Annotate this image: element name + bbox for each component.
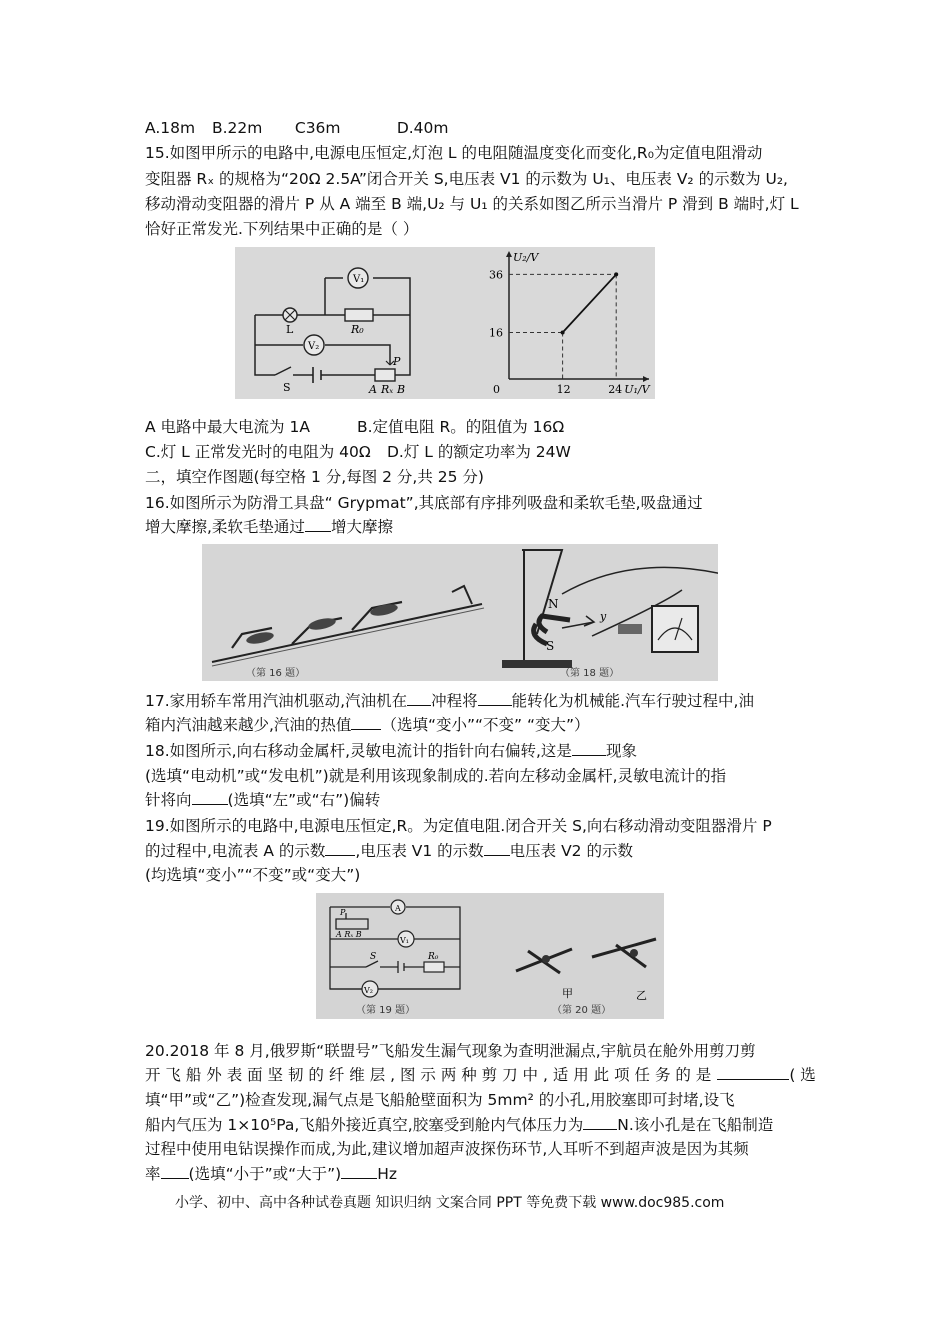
q18-line-2: (选填“电动机”或“发电机”)就是利用该现象制成的.若向左移动金属杆,灵敏电流计的指 (145, 767, 727, 785)
q14-option-d: D.40m (396, 119, 449, 137)
q19-blank-1 (325, 841, 355, 856)
q14-option-b: B.22m (211, 119, 263, 137)
q20-text-i: (选填“小于”或“大于”) (188, 1165, 342, 1183)
q19-line-2 (145, 840, 633, 862)
fig20-caption: （第 20 题） (552, 1005, 612, 1016)
q19-text-c: 电压表 V2 的示数 (509, 842, 633, 860)
q20-text-f: N.该小孔是在飞船制造 (617, 1116, 774, 1134)
q19-line-3: (均选填“变小”“不变”或“变大”) (145, 866, 361, 884)
q19-line-1: 19.如图所示的电路中,电源电压恒定,R。为定值电阻.闭合开关 S,向右移动滑动变阻器滑片 P (145, 817, 772, 835)
q19-text-b: ,电压表 V1 的示数 (355, 842, 484, 860)
q15-option-c: C.灯 L 正常发光时的电阻为 40Ω (145, 443, 371, 461)
q15-option-b: B.定值电阻 R。的阻值为 16Ω (357, 418, 565, 436)
q18-text-b: 现象 (605, 742, 637, 760)
fig19-s-label: S (370, 952, 377, 962)
q18-blank-1 (572, 741, 606, 756)
series-line (563, 274, 617, 332)
p-label: P (393, 355, 401, 368)
x-axis-arrow (643, 376, 649, 382)
q17-text-a: 17.家用轿车常用汽油机驱动,汽油机在 (145, 692, 408, 710)
b-label: B (397, 383, 406, 396)
q20-text-c: ( 选 (789, 1066, 816, 1084)
q15-option-d: D.灯 L 的额定功率为 24W (387, 443, 571, 461)
rx-label: Rₓ (381, 383, 394, 396)
q17-text-c: 能转化为机械能.汽车行驶过程中,油 (511, 692, 754, 710)
fig18-n-label: N (548, 597, 559, 611)
q14-option-a: A.18m (145, 119, 196, 137)
y-tick-label: 36 (489, 268, 503, 282)
q15-options-cd (145, 441, 571, 463)
fig19-fig20-panel (316, 893, 664, 1019)
q16-line-1: 16.如图所示为防滑工具盘“ Grypmat”,其底部有序排列吸盘和柔软毛垫,吸盘通过 (145, 494, 703, 512)
data-point (561, 331, 565, 335)
q14-option-c: C36m (294, 119, 341, 137)
q16-text-b: 增大摩擦 (330, 518, 393, 536)
q20-line-5: 过程中使用电钻误操作而成,为此,建议增加超声波探伤环节,人耳听不到超声波是因为其频 (145, 1140, 749, 1158)
fig19-arxb-label: A Rₓ B (336, 930, 362, 939)
fig16-fig18-panel (202, 544, 718, 681)
y-axis-arrow (506, 251, 512, 257)
footer-text: 小学、初中、高中各种试卷真题 知识归纳 文案合同 PPT 等免费下载 www.doc985.com (175, 1195, 725, 1211)
q18-text-a: 18.如图所示,向右移动金属杆,灵敏电流计的指针向右偏转,这是 (145, 742, 572, 760)
q20-line-4 (145, 1114, 773, 1136)
q16-blank (305, 517, 331, 532)
q15-line-4: 恰好正常发光.下列结果中正确的是（ ） (145, 220, 419, 238)
fig18-s-label: S (546, 639, 555, 653)
data-point (614, 272, 618, 276)
q17-line-2 (145, 714, 590, 736)
fig19-v2-label: V₂ (364, 986, 373, 995)
q17-text-d: 箱内汽油越来越少,汽油的热值 (145, 716, 352, 734)
q15-options-ab (145, 416, 564, 438)
q14-options (145, 117, 449, 139)
q19-blank-2 (484, 841, 510, 856)
lamp-label: L (286, 323, 294, 336)
q17-blank-2 (478, 691, 512, 706)
q20-line-3: 填“甲”或“乙”)检查发现,漏气点是飞船舱壁面积为 5mm² 的小孔,用胶塞即可封堵,设飞 (145, 1091, 735, 1109)
y-axis-label: U₂/V (513, 251, 539, 264)
q20-line-1: 20.2018 年 8 月,俄罗斯“联盟号”飞船发生漏气现象为查明泄漏点,宇航员在舱外用剪刀剪 (145, 1042, 756, 1060)
fig19-r0-label: R₀ (428, 952, 439, 962)
a-label: A (369, 383, 377, 396)
fig18-caption: （第 18 题） (560, 668, 620, 679)
v2-label: V₂ (308, 341, 320, 352)
fig20-jia-label: 甲 (562, 987, 573, 1000)
q20-text-b: 开 飞 船 外 表 面 坚 韧 的 纤 维 层 , 图 示 两 种 剪 刀 中 , 适 用 此 项 任 务 的 是 (145, 1066, 712, 1084)
q17-text-e: （选填“变小”“不变” “变大”） (381, 716, 590, 734)
x-tick-label: 24 (608, 383, 623, 396)
q20-text-h: 率 (145, 1165, 161, 1183)
q20-line-2 (145, 1064, 816, 1086)
q20-blank-3 (161, 1164, 189, 1179)
x-tick-label: 12 (556, 383, 571, 396)
q18-line-3 (145, 789, 380, 811)
q18-text-c: 针将向 (145, 791, 192, 809)
q16-line-2 (145, 516, 393, 538)
q20-blank-4 (341, 1164, 377, 1179)
q20-text-j: Hz (377, 1165, 398, 1183)
fig19-p-label: P (340, 908, 346, 917)
fig16-caption: （第 16 题） (246, 668, 306, 679)
q15-figure (235, 247, 655, 399)
fig20-yi-label: 乙 (636, 989, 647, 1002)
fig18-y-label: y (600, 610, 607, 623)
q17-line-1 (145, 690, 754, 712)
q15-line-3: 移动滑动变阻器的滑片 P 从 A 端至 B 端,U₂ 与 U₁ 的关系如图乙所示当滑片 P 滑到 B 端时,灯 L (145, 195, 799, 213)
q20-blank-2 (583, 1115, 617, 1130)
v1-label: V₁ (353, 274, 365, 285)
q20-blank-1 (717, 1065, 789, 1080)
y-tick-label: 16 (489, 326, 503, 340)
q20-line-6 (145, 1163, 397, 1185)
q17-text-b: 冲程将 (431, 692, 478, 710)
x-axis-label: U₁/V (624, 383, 650, 396)
fig19-caption: （第 19 题） (356, 1005, 416, 1016)
u2-u1-graph (485, 247, 655, 399)
q18-blank-2 (192, 790, 228, 805)
switch-label: S (283, 381, 291, 394)
q17-blank-3 (351, 715, 381, 730)
q15-line-2: 变阻器 Rₓ 的规格为“20Ω 2.5A”闭合开关 S,电压表 V1 的示数为 U₁、电压表 V₂ 的示数为 U₂, (145, 170, 788, 188)
fig19-v1-label: V₁ (400, 936, 409, 945)
q18-line-1 (145, 740, 637, 762)
q15-option-a: A 电路中最大电流为 1A (145, 418, 310, 436)
r0-label: R₀ (351, 323, 364, 336)
q16-text-a: 增大摩擦,柔软毛垫通过 (145, 518, 305, 536)
x-tick-label: 0 (493, 383, 500, 396)
fig16-fig18-art (202, 544, 718, 681)
q19-text-a: 的过程中,电流表 A 的示数 (145, 842, 326, 860)
q15-line-1: 15.如图甲所示的电路中,电源电压恒定,灯泡 L 的电阻随温度变化而变化,R₀为定值电阻滑动 (145, 144, 763, 162)
fig19-fig20-art (316, 893, 664, 1019)
fig19-a-label: A (395, 904, 401, 913)
section-2-heading: 二，填空作图题(每空格 1 分,每图 2 分,共 25 分) (145, 468, 484, 486)
q17-blank-1 (407, 691, 431, 706)
q18-text-d: (选填“左”或“右”)偏转 (227, 791, 381, 809)
q20-text-e: 船内气压为 1×10⁵Pa,飞船外接近真空,胶塞受到舱内气体压力为 (145, 1116, 584, 1134)
